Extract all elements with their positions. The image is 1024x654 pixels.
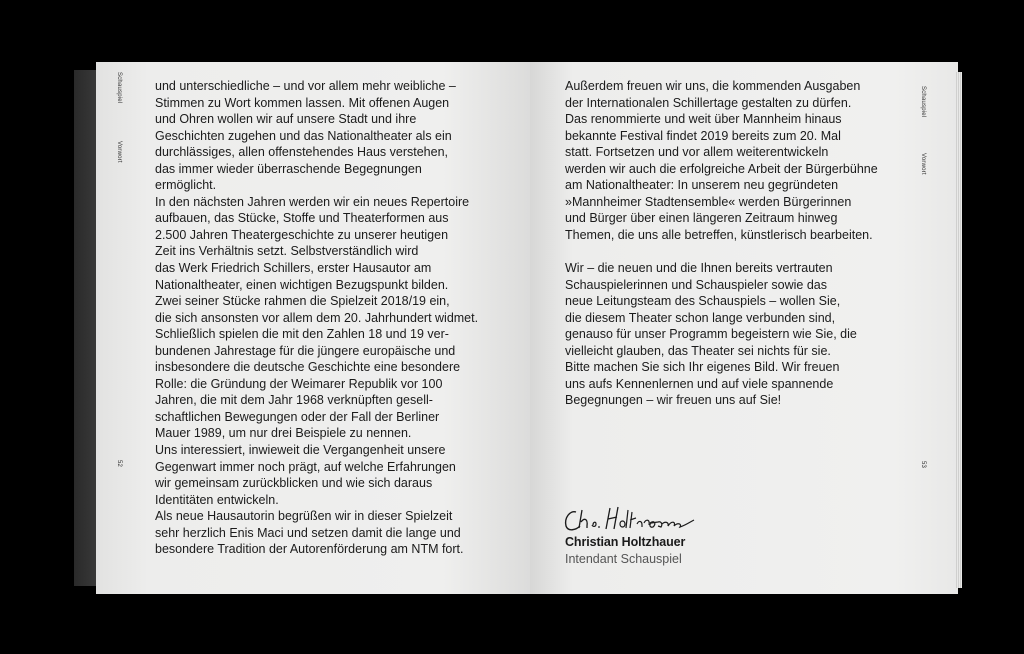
text-line: die diesem Theater schon lange verbunden sind,: [565, 310, 836, 325]
left-margin-chapter: Vorwort: [116, 141, 122, 163]
right-margin-chapter: Vorwort: [920, 153, 926, 175]
text-line: Mauer 1989, um nur drei Beispiele zu nennen.: [155, 426, 412, 441]
text-line: Schauspielerinnen und Schauspieler sowie das: [565, 277, 827, 292]
text-line: Bitte machen Sie sich Ihr eigenes Bild. Wir freuen: [565, 360, 840, 375]
text-line: das Werk Friedrich Schillers, erster Hausautor am: [155, 261, 432, 276]
text-line: neue Leitungsteam des Schauspiels – wollen Sie,: [565, 294, 841, 309]
text-line: 2.500 Jahren Theatergeschichte zu unserer heutigen: [155, 227, 449, 242]
text-line: bekannte Festival findet 2019 bereits zum 20. Mal: [565, 128, 841, 143]
text-line: statt. Fortsetzen und vor allem weiterentwickeln: [565, 145, 829, 160]
page-edges: [956, 72, 962, 588]
text-line: am Nationaltheater: In unserem neu gegründeten: [565, 178, 839, 193]
text-line: bundenen Jahrestage für die jüngere europäische und: [155, 343, 456, 358]
text-line: durchlässiges, allen offenstehendes Haus verstehen,: [155, 145, 449, 160]
text-line: Stimmen zu Wort kommen lassen. Mit offenen Augen: [155, 95, 450, 110]
text-line: Wir – die neuen und die Ihnen bereits vertrauten: [565, 261, 833, 276]
text-line: Als neue Hausautorin begrüßen wir in dieser Spielzeit: [155, 509, 453, 524]
text-line: aufbauen, das Stücke, Stoffe und Theaterformen aus: [155, 211, 449, 226]
text-line: das immer wieder überraschende Begegnungen: [155, 161, 422, 176]
text-line: wir gemeinsam zurückblicken und wie sich daraus: [155, 476, 433, 491]
text-line: Uns interessiert, inwieweit die Vergangenheit unsere: [155, 443, 446, 458]
text-line: insbesondere die deutsche Geschichte eine besondere: [155, 360, 461, 375]
text-line: »Mannheimer Stadtensemble« werden Bürgerinnen: [565, 194, 852, 209]
text-line: Begegnungen – wir freuen uns auf Sie!: [565, 393, 782, 408]
text-line: In den nächsten Jahren werden wir ein neues Repertoire: [155, 194, 470, 209]
text-line: Zwei seiner Stücke rahmen die Spielzeit 2018/19 ein,: [155, 294, 450, 309]
text-line: schaftlichen Bewegungen oder der Fall der Berliner: [155, 409, 440, 424]
right-body-text: [565, 78, 878, 409]
text-line: Jahren, die mit dem Jahr 1968 verknüpften gesell-: [155, 393, 433, 408]
text-line: ermöglicht.: [155, 178, 217, 193]
text-line: Geschichten zugehen und das Nationaltheater als ein: [155, 128, 452, 143]
paragraph-gap: [565, 243, 878, 260]
text-line: vielleicht glauben, das Theater sei nichts für sie.: [565, 343, 831, 358]
text-line: Nationaltheater, einen wichtigen Bezugspunkt bilden.: [155, 277, 449, 292]
text-line: Das renommierte und weit über Mannheim hinaus: [565, 112, 842, 127]
text-line: uns aufs Kennenlernen und auf viele spannende: [565, 376, 834, 391]
text-line: die sich ansonsten vor allem dem 20. Jahrhundert widmet.: [155, 310, 479, 325]
text-line: genauso für unser Programm begeistern wie Sie, die: [565, 327, 857, 342]
left-page-number: 52: [116, 460, 122, 468]
text-line: Schließlich spielen die mit den Zahlen 18 und 19 ver-: [155, 327, 449, 342]
right-margin-section: Schauspiel: [920, 86, 926, 118]
right-page-number: 53: [920, 461, 926, 469]
signatory-name: Christian Holtzhauer: [565, 535, 686, 549]
text-line: und Ohren wollen wir auf unsere Stadt und ihre: [155, 112, 417, 127]
text-line: besondere Tradition der Autorenförderung am NTM fort.: [155, 542, 464, 557]
left-margin-section: Schauspiel: [116, 72, 122, 104]
text-line: werden wir auch die erfolgreiche Arbeit der Bürgerbühne: [565, 161, 878, 176]
signatory-role: Intendant Schauspiel: [565, 552, 682, 566]
text-line: und Bürger über einen längeren Zeitraum hinweg: [565, 211, 838, 226]
text-line: Zeit ins Verhältnis setzt. Selbstverständlich wird: [155, 244, 419, 259]
handwritten-signature: [562, 504, 702, 536]
text-line: Außerdem freuen wir uns, die kommenden Ausgaben: [565, 79, 861, 93]
text-line: Gegenwart immer noch prägt, auf welche Erfahrungen: [155, 459, 456, 474]
text-line: Rolle: die Gründung der Weimarer Republik vor 100: [155, 376, 443, 391]
text-line: Themen, die uns alle betreffen, künstlerisch bearbeiten.: [565, 227, 873, 242]
text-line: und unterschiedliche – und vor allem mehr weibliche –: [155, 79, 456, 93]
text-line: Identitäten entwickeln.: [155, 492, 279, 507]
text-line: sehr herzlich Enis Maci und setzen damit die lange und: [155, 525, 461, 540]
text-line: der Internationalen Schillertage gestalten zu dürfen.: [565, 95, 852, 110]
left-body-text: [155, 78, 478, 558]
